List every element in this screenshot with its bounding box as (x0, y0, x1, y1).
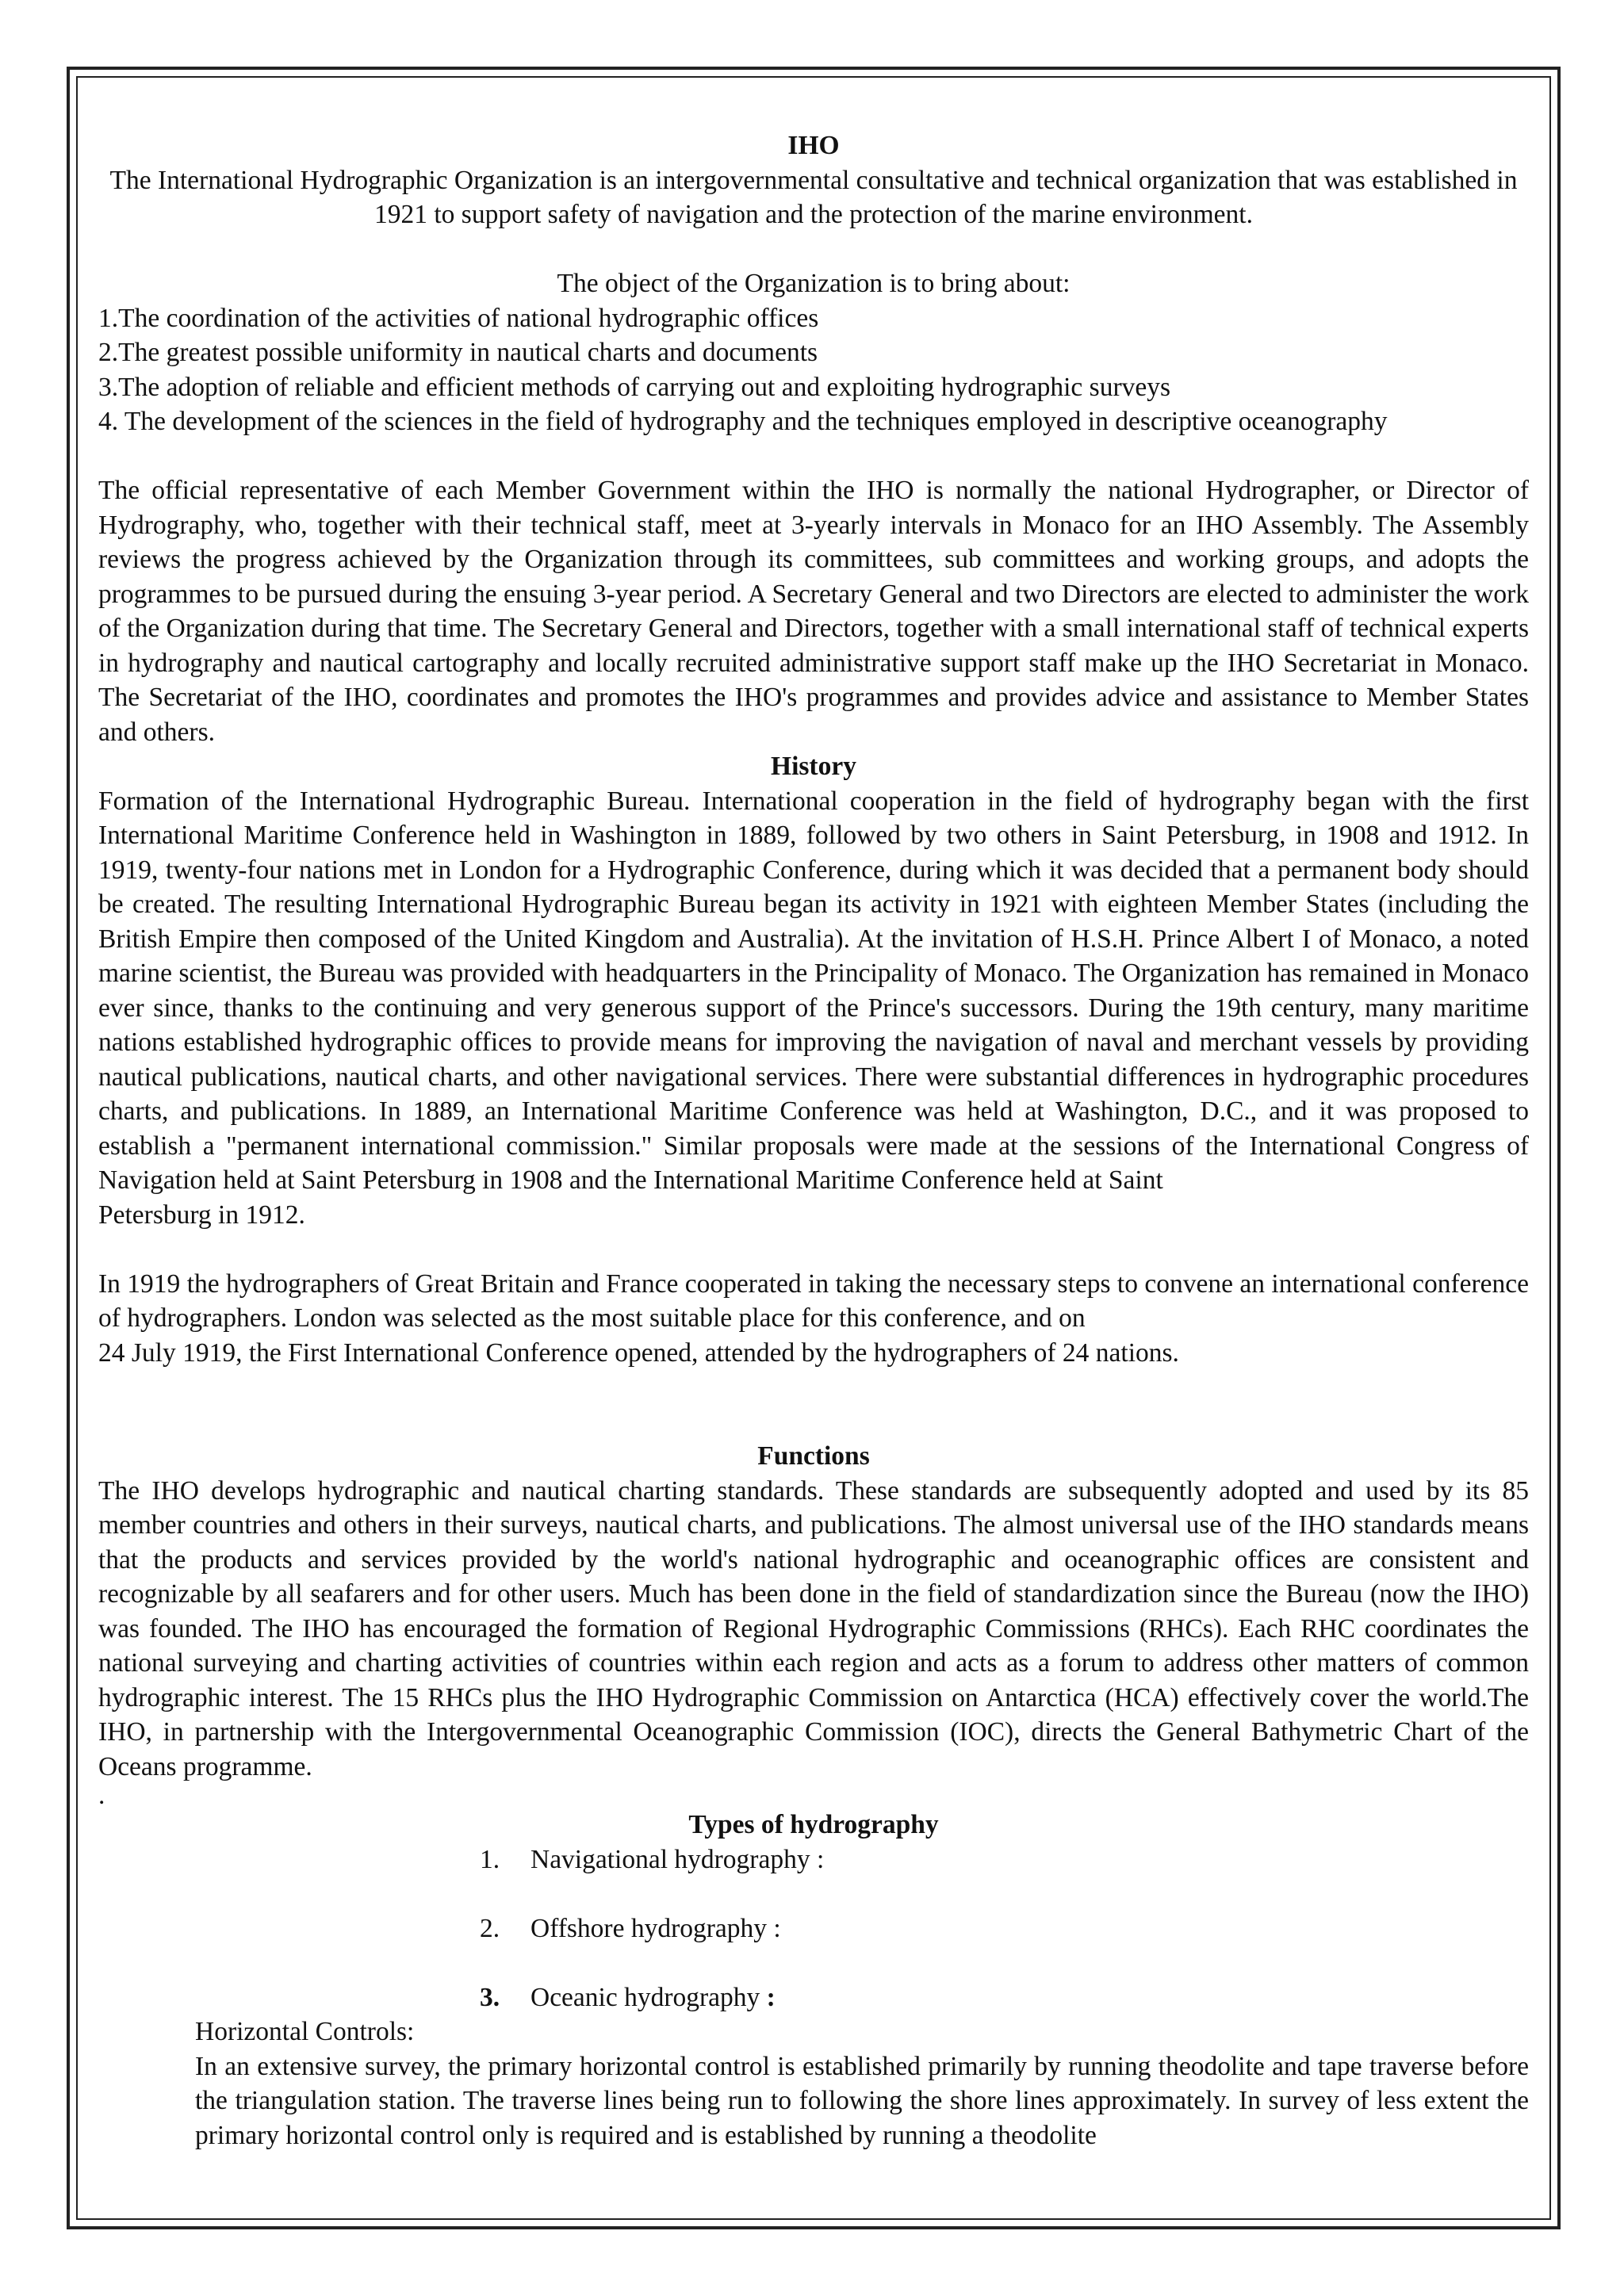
iho-intro: The International Hydrographic Organization is an intergovernmental consultative and technical organization that was established in 1921 to support safety of navigation and the protection of the marine environment. (109, 165, 1518, 229)
history-heading: History (771, 752, 856, 781)
history-paragraph-1: Formation of the International Hydrographic Bureau. International cooperation in the field of hydrography began with the first International Maritime Conference held in Washington in 1889, followed by two others in Saint Petersburg, in 1908 and 1912. In 1919, twenty-four nations met in London for a Hydrographic Conference, during which it was decided that a permanent body should be created. The resulting International Hydrographic Bureau began its activity in 1921 with eighteen Member States (including the British Empire then composed of the United Kingdom and Australia). At the invitation of H.S.H. Prince Albert I of Monaco, a noted marine scientist, the Bureau was provided with headquarters in the Principality of Monaco. The Organization has remained in Monaco ever since, thanks to the continuing and very generous support of the Prince's successors. During the 19th century, many maritime nations established hydrographic offices to provide means for improving the navigation of naval and merchant vessels by providing nautical publications, nautical charts, and other navigational services. There were substantial differences in hydrographic procedures charts, and publications. In 1889, an International Maritime Conference was held at Washington, D.C., and it was proposed to establish a "permanent international commission." Similar proposals were made at the sessions of the International Congress of Navigation held at Saint Petersburg in 1908 and the International Maritime Conference held at Saint (98, 786, 1529, 1195)
type-label: Offshore hydrography : (530, 1913, 781, 1943)
document-body (98, 128, 1529, 2152)
type-number: 2. (480, 1913, 500, 1943)
iho-heading: IHO (787, 131, 840, 160)
functions-paragraph: The IHO develops hydrographic and nautical charting standards. These standards are subsequently adopted and used by its 85 member countries and others in their surveys, nautical charts, and publications. The almost universal use of the IHO standards means that the products and services provided by the world's national hydrographic and oceanographic offices are consistent and recognizable by all seafarers and for other users. Much has been done in the field of standardization since the Bureau (now the IHO) was founded. The IHO has encouraged the formation of Regional Hydrographic Commissions (RHCs). Each RHC coordinates the national surveying and charting activities of countries within each region and acts as a forum to address other matters of common hydrographic interest. The 15 RHCs plus the IHO Hydrographic Commission on Antarctica (HCA) effectively cover the world.The IHO, in partnership with the Intergovernmental Oceanographic Commission (IOC), directs the General Bathymetric Chart of the Oceans programme. (98, 1475, 1529, 1781)
type-label (530, 1980, 776, 2015)
spacer (98, 1405, 1529, 1440)
spacer (480, 1877, 1529, 1911)
type-item-3 (480, 1980, 1529, 2015)
horizontal-controls-paragraph: In an extensive survey, the primary horizontal control is established primarily by running theodolite and tape traverse before the triangulation station. The traverse lines being run to following the shore lines approximately. In survey of less extent the primary horizontal control only is required and is established by running a theodolite (195, 2051, 1529, 2150)
horizontal-controls-section (195, 2015, 1529, 2152)
object-item-2: 2.The greatest possible uniformity in nautical charts and documents (98, 338, 818, 367)
spacer (98, 439, 1529, 474)
history-paragraph-2-end: 24 July 1919, the First International Conference opened, attended by the hydrographers of 24 nations. (98, 1337, 1179, 1368)
types-list (480, 1843, 1529, 2015)
type-number: 1. (480, 1844, 500, 1874)
spacer (98, 232, 1529, 267)
object-list (98, 301, 1529, 439)
type-label-suffix: : (766, 1982, 776, 2012)
representative-paragraph: The official representative of each Member Government within the IHO is normally the national Hydrographer, or Director of Hydrography, who, together with their technical staff, meet at 3-yearly intervals in Monaco for an IHO Assembly. The Assembly reviews the progress achieved by the Organization through its committees, sub committees and working groups, and adopts the programmes to be pursued during the ensuing 3-year period. A Secretary General and two Directors are elected to administer the work of the Organization during that time. The Secretary General and Directors, together with a small international staff of technical experts in hydrography and nautical cartography and locally recruited administrative support staff make up the IHO Secretariat in Monaco. The Secretariat of the IHO, coordinates and promotes the IHO's programmes and provides advice and assistance to Member States and others. (98, 476, 1529, 747)
spacer (480, 1946, 1529, 1980)
functions-trailing-dot: . (98, 1781, 105, 1810)
object-item-4: 4. The development of the sciences in the field of hydrography and the techniques employed in descriptive oceanography (98, 407, 1388, 436)
history-paragraph-1-end: Petersburg in 1912. (98, 1200, 305, 1230)
object-item-3: 3.The adoption of reliable and efficient methods of carrying out and exploiting hydrographic surveys (98, 372, 1171, 402)
horizontal-controls-heading: Horizontal Controls: (195, 2017, 415, 2046)
functions-heading: Functions (757, 1441, 870, 1471)
types-heading: Types of hydrography (688, 1810, 939, 1839)
type-item-2 (480, 1911, 1529, 1946)
object-intro: The object of the Organization is to bring about: (557, 269, 1071, 298)
spacer (98, 1370, 1529, 1405)
history-paragraph-2: In 1919 the hydrographers of Great Britain and France cooperated in taking the necessary steps to convene an international conference of hydrographers. London was selected as the most suitable place for this conference, and on (98, 1269, 1529, 1333)
object-item-1: 1.The coordination of the activities of national hydrographic offices (98, 303, 819, 333)
type-label: Navigational hydrography : (530, 1844, 825, 1874)
spacer (98, 1232, 1529, 1267)
type-label-text: Oceanic hydrography (530, 1982, 760, 2012)
type-item-1 (480, 1843, 1529, 1877)
type-number: 3. (480, 1982, 500, 2012)
